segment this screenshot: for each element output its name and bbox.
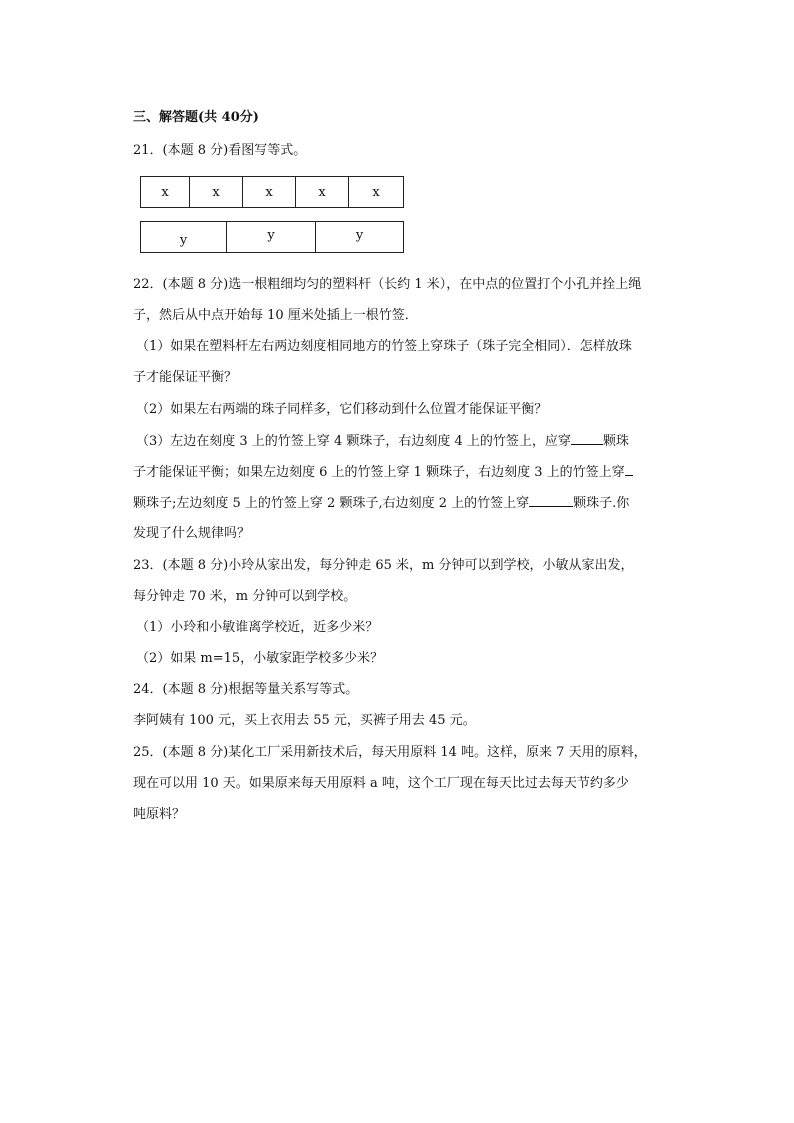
q22-sub1-cont: 子才能保证平衡？ xyxy=(133,370,238,385)
y-cell: y xyxy=(315,221,404,253)
q22-sub3-text: 子才能保证平衡；如果左边刻度 6 上的竹签上穿 1 颗珠子，右边刻度 3 上的竹签上穿 xyxy=(133,465,625,480)
q22-sub3-line4: 发现了什么规律吗？ xyxy=(133,526,251,541)
answer-blank[interactable] xyxy=(529,494,573,507)
q22-sub2: （2）如果左右两端的珠子同样多，它们移动到什么位置才能保证平衡？ xyxy=(136,402,548,417)
q23-line: 23．(本题 8 分)小玲从家出发，每分钟走 65 米，m 分钟可以到学校，小敏从家出发， xyxy=(133,558,634,573)
q23-sub1: （1）小玲和小敏谁离学校近，近多少米？ xyxy=(136,620,379,635)
x-cell: x xyxy=(242,176,296,208)
q22-sub3-text: 颗珠子;左边刻度 5 上的竹签上穿 2 颗珠子,右边刻度 2 上的竹签上穿 xyxy=(133,496,530,511)
answer-blank[interactable] xyxy=(571,432,603,445)
q25-line: 25．(本题 8 分)某化工厂采用新技术后，每天用原料 14 吨。这样，原来 7 天用的原料， xyxy=(133,745,647,760)
q22-sub3-line1 xyxy=(136,432,629,451)
q23-line: 每分钟走 70 米，m 分钟可以到学校。 xyxy=(133,589,357,604)
q21-text: 21．(本题 8 分)看图写等式。 xyxy=(133,143,307,158)
q22-line: 22．(本题 8 分)选一根粗细均匀的塑料杆（长约 1 米），在中点的位置打个小孔并拴上绳 xyxy=(133,277,642,292)
q22-sub3-text: 颗珠 xyxy=(602,434,629,449)
q22-line: 子，然后从中点开始每 10 厘米处插上一根竹签． xyxy=(133,308,418,323)
y-cell: y xyxy=(140,221,227,253)
x-cell: x xyxy=(295,176,349,208)
q22-sub3-text: 颗珠子.你 xyxy=(573,496,630,511)
section-title: 三、解答题(共 40分) xyxy=(133,110,259,125)
q22-sub1: （1）如果在塑料杆左右两边刻度相同地方的竹签上穿珠子（珠子完全相同）．怎样放珠 xyxy=(136,339,632,354)
q22-sub3-line3 xyxy=(133,494,629,513)
q23-sub2: （2）如果 m=15，小敏家距学校多少米？ xyxy=(136,651,384,666)
y-bar-diagram xyxy=(140,221,404,253)
x-cell: x xyxy=(189,176,243,208)
y-cell: y xyxy=(226,221,316,253)
x-cell: x xyxy=(348,176,404,208)
x-cell: x xyxy=(140,176,190,208)
q25-line: 现在可以用 10 天。如果原来每天用原料 a 吨，这个工厂现在每天比过去每天节约多少 xyxy=(133,776,629,791)
x-bar-diagram xyxy=(140,176,404,208)
q24-line: 24．(本题 8 分)根据等量关系写等式。 xyxy=(133,682,359,697)
q25-line: 吨原料？ xyxy=(133,807,186,822)
q24-line: 李阿姨有 100 元，买上衣用去 55 元，买裤子用去 45 元。 xyxy=(133,713,476,728)
q22-sub3-text: （3）左边在刻度 3 上的竹签上穿 4 颗珠子，右边刻度 4 上的竹签上，应穿 xyxy=(136,434,571,449)
q22-sub3-line2 xyxy=(133,463,633,482)
answer-blank[interactable] xyxy=(625,463,633,476)
